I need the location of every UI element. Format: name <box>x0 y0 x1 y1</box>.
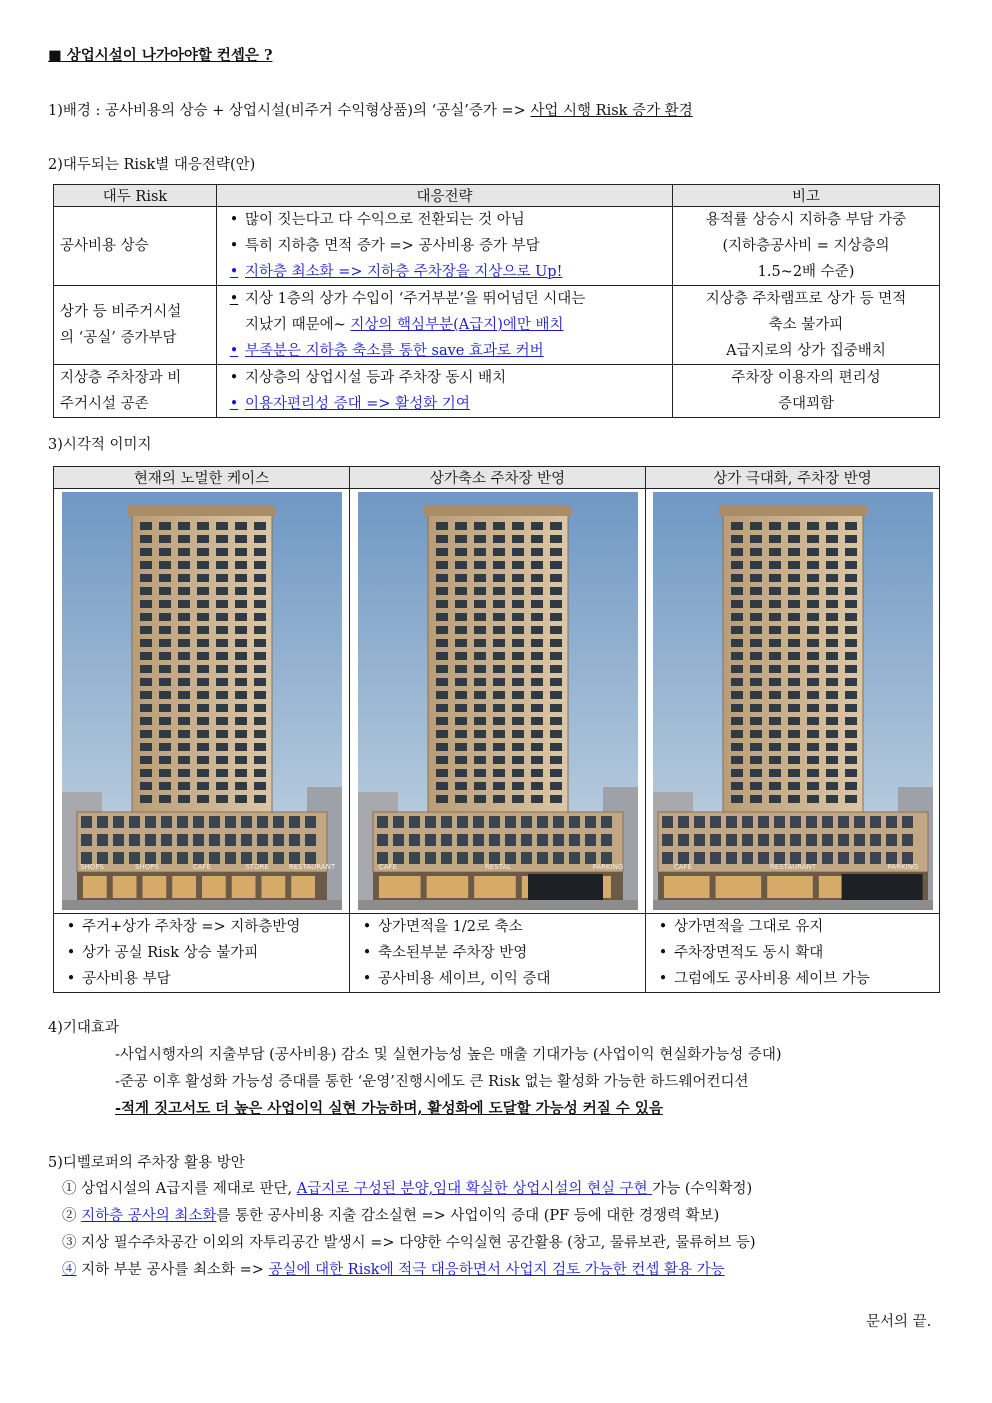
storefront-sign: RESTAL <box>484 863 511 871</box>
risk-row <box>54 365 940 418</box>
note-text: (지하층공사비 = 지상층의 <box>722 238 890 254</box>
note-cell <box>673 286 940 365</box>
visual-bullet-line <box>356 914 645 940</box>
visual-bullet-line <box>356 940 645 966</box>
building-image <box>350 489 646 914</box>
strategy-text: 지상 1층의 상가 수입이 ‘주거부분’을 뛰어넘던 시대는 <box>245 291 586 307</box>
visual-bullet-text: 상가 공실 Risk 상승 불가피 <box>82 945 259 961</box>
storefront-sign: RESTAURANT <box>288 863 335 871</box>
risk-text: 공사비용 상승 <box>60 238 149 254</box>
effect-line-3: -적게 짓고서도 더 높은 사업이익 실현 가능하며, 활성화에 도달할 가능성 커질 수 있음 <box>115 1100 663 1117</box>
item-number: ② <box>62 1208 77 1224</box>
risk-text: 주거시설 공존 <box>60 396 149 412</box>
building-image <box>54 489 350 914</box>
storefront-sign: SHOPS <box>134 863 159 871</box>
bullet-icon: • <box>229 238 239 254</box>
section-1 <box>48 99 693 120</box>
visual-table <box>53 466 940 993</box>
note-text: 증대꾀함 <box>777 396 835 412</box>
item-text: 지하 부분 공사를 최소화 => <box>76 1262 269 1278</box>
building-rendering <box>62 492 342 910</box>
bullet-icon: • <box>658 945 668 961</box>
storefront-sign: STORE <box>244 863 269 871</box>
risk-header: 대두 Risk <box>54 185 217 207</box>
visual-bullet-text: 상가면적을 그대로 유지 <box>674 919 824 935</box>
strategy-line <box>217 207 672 233</box>
bullet-icon: • <box>362 971 372 987</box>
visual-bullet-text: 공사비용 세이브, 이익 증대 <box>378 971 551 987</box>
building-rendering <box>358 492 638 910</box>
visual-bullet-text: 상가면적을 1/2로 축소 <box>378 919 523 935</box>
strategy-line <box>217 338 672 364</box>
note-text: 용적률 상승시 지하층 부담 가중 <box>705 212 907 228</box>
note-text: 주차장 이용자의 편리성 <box>731 370 881 386</box>
risk-cell <box>54 286 217 365</box>
item-text-post: 가능 (수익확정) <box>652 1181 753 1197</box>
strategy-text: 지났기 때문에~ <box>245 317 351 333</box>
strategy-header: 대응전략 <box>217 185 673 207</box>
item-text: 지상 필수주차공간 이외의 자투리공간 발생시 => 다양한 수익실현 공간활용 (창고, 물류보관, 물류허브 등) <box>76 1235 756 1251</box>
visual-bullet-line <box>60 914 349 940</box>
strategy-text: 많이 짓는다고 다 수익으로 전환되는 것 아님 <box>245 212 525 228</box>
item-number: ① <box>62 1181 77 1197</box>
document-end: 문서의 끝. <box>866 1314 932 1330</box>
visual-bullet-line <box>652 914 939 940</box>
section-1-emphasis: 사업 시행 Risk 증가 환경 <box>530 103 693 119</box>
building-rendering <box>653 492 933 910</box>
visual-bullet-text: 공사비용 부담 <box>82 971 171 987</box>
item-number: ③ <box>62 1235 77 1251</box>
note-text: A급지로의 상가 집중배치 <box>726 343 886 359</box>
visual-column-header: 상가축소 주차장 반영 <box>350 467 646 489</box>
visual-header-row <box>54 467 940 489</box>
note-cell <box>673 207 940 286</box>
visual-column-header: 현재의 노멀한 케이스 <box>54 467 350 489</box>
bullet-icon: • <box>229 291 239 307</box>
bullet-icon: • <box>229 370 239 386</box>
visual-bullets <box>54 914 350 993</box>
note-text: 지상층 주차램프로 상가 등 면적 <box>705 291 907 307</box>
effect-line-1: -사업시행자의 지출부담 (공사비용) 감소 및 실현가능성 높은 매출 기대가능 (사업이익 현실화가능성 증대) <box>115 1047 782 1063</box>
storefront-sign: RESTAURANT <box>769 863 816 871</box>
item-text-post: 를 통한 공사비용 지출 감소실현 => 사업이익 증대 (PF 등에 대한 경쟁력 확보) <box>216 1208 720 1224</box>
section-5-label: 5)디벨로퍼의 주차장 활용 방안 <box>48 1155 245 1171</box>
risk-table-header-row <box>54 185 940 207</box>
item-emphasis: 지하층 공사의 최소화 <box>81 1208 217 1224</box>
developer-plan-item <box>62 1204 719 1225</box>
strategy-text: 지상의 핵심부분(A급지)에만 배치 <box>350 317 564 333</box>
developer-plan-item <box>62 1177 752 1198</box>
bullet-icon: • <box>229 212 239 228</box>
strategy-cell <box>217 286 673 365</box>
item-number: ④ <box>62 1262 77 1278</box>
storefront-sign: SHOPS <box>79 863 104 871</box>
storefront-sign: CAFE <box>673 863 692 871</box>
building-image <box>646 489 940 914</box>
effect-line-2: -준공 이후 활성화 가능성 증대를 통한 ‘운영’진행시에도 큰 Risk 없는 활성화 가능한 하드웨어컨디션 <box>115 1074 749 1090</box>
visual-bullet-line <box>356 966 645 992</box>
risk-text: 의 ‘공실’ 증가부담 <box>60 330 177 346</box>
risk-row <box>54 207 940 286</box>
note-text: 축소 불가피 <box>768 317 844 333</box>
visual-bullet-row <box>54 914 940 993</box>
bullet-icon: • <box>229 396 239 412</box>
strategy-text: 지상층의 상업시설 등과 주차장 동시 배치 <box>245 370 507 386</box>
storefront-sign: CAFE <box>378 863 397 871</box>
visual-bullet-line <box>60 966 349 992</box>
visual-bullet-text: 그럼에도 공사비용 세이브 가능 <box>674 971 870 987</box>
visual-bullets <box>350 914 646 993</box>
visual-image-row <box>54 489 940 914</box>
bullet-icon: • <box>362 945 372 961</box>
section-2-label: 2)대두되는 Risk별 대응전략(안) <box>48 157 256 173</box>
strategy-line <box>217 391 672 417</box>
bullet-icon: • <box>658 919 668 935</box>
risk-text: 지상층 주차장과 비 <box>60 370 182 386</box>
developer-plan-item <box>62 1258 725 1279</box>
visual-bullet-line <box>60 940 349 966</box>
developer-plan-item <box>62 1231 756 1252</box>
risk-text: 상가 등 비주거시설 <box>60 304 182 320</box>
risk-cell <box>54 207 217 286</box>
strategy-text: 지하층 최소화 => 지하층 주차장을 지상으로 Up! <box>245 264 563 280</box>
strategy-text: 부족분은 지하층 축소를 통한 save 효과로 커버 <box>245 343 544 359</box>
risk-cell <box>54 365 217 418</box>
note-cell <box>673 365 940 418</box>
item-emphasis: A급지로 구성된 분양,임대 확실한 상업시설의 현실 구현 <box>296 1181 653 1197</box>
visual-bullet-text: 주차장면적도 동시 확대 <box>674 945 824 961</box>
bullet-icon: • <box>66 971 76 987</box>
storefront-sign: PARKING <box>887 863 918 871</box>
visual-bullet-line <box>652 940 939 966</box>
bullet-icon: • <box>66 919 76 935</box>
section-3-label: 3)시각적 이미지 <box>48 437 152 453</box>
strategy-text: 특히 지하층 면적 증가 => 공사비용 증가 부담 <box>245 238 540 254</box>
section-4-label: 4)기대효과 <box>48 1020 119 1036</box>
visual-bullet-text: 축소된부분 주차장 반영 <box>378 945 528 961</box>
note-header: 비고 <box>673 185 940 207</box>
storefront-sign: CAFE <box>192 863 211 871</box>
strategy-line <box>217 312 672 338</box>
strategy-line <box>217 365 672 391</box>
strategy-cell <box>217 207 673 286</box>
bullet-icon: • <box>229 264 239 280</box>
item-text: 상업시설의 A급지를 제대로 판단, <box>76 1181 297 1197</box>
visual-bullet-line <box>652 966 939 992</box>
strategy-line <box>217 259 672 285</box>
risk-table <box>53 184 940 418</box>
note-text: 1.5~2배 수준) <box>757 264 855 280</box>
visual-bullets <box>646 914 940 993</box>
strategy-line <box>217 286 672 312</box>
bullet-icon: • <box>362 919 372 935</box>
item-emphasis: 공실에 대한 Risk에 적극 대응하면서 사업지 검토 가능한 컨셉 활용 가능 <box>268 1262 725 1278</box>
strategy-cell <box>217 365 673 418</box>
risk-row <box>54 286 940 365</box>
document-title: ■ 상업시설이 나가아야할 컨셉은 ? <box>48 47 273 64</box>
strategy-text: 이용자편리성 증대 => 활성화 기여 <box>245 396 470 412</box>
bullet-icon: • <box>229 343 239 359</box>
visual-bullet-text: 주거+상가 주차장 => 지하층반영 <box>82 919 301 935</box>
bullet-icon: • <box>658 971 668 987</box>
bullet-icon: • <box>66 945 76 961</box>
visual-column-header: 상가 극대화, 주차장 반영 <box>646 467 940 489</box>
section-1-label: 1)배경 : 공사비용의 상승 + 상업시설(비주거 수익형상품)의 ‘공실’증가 => <box>48 103 531 119</box>
strategy-line <box>217 233 672 259</box>
storefront-sign: PARKING <box>592 863 623 871</box>
